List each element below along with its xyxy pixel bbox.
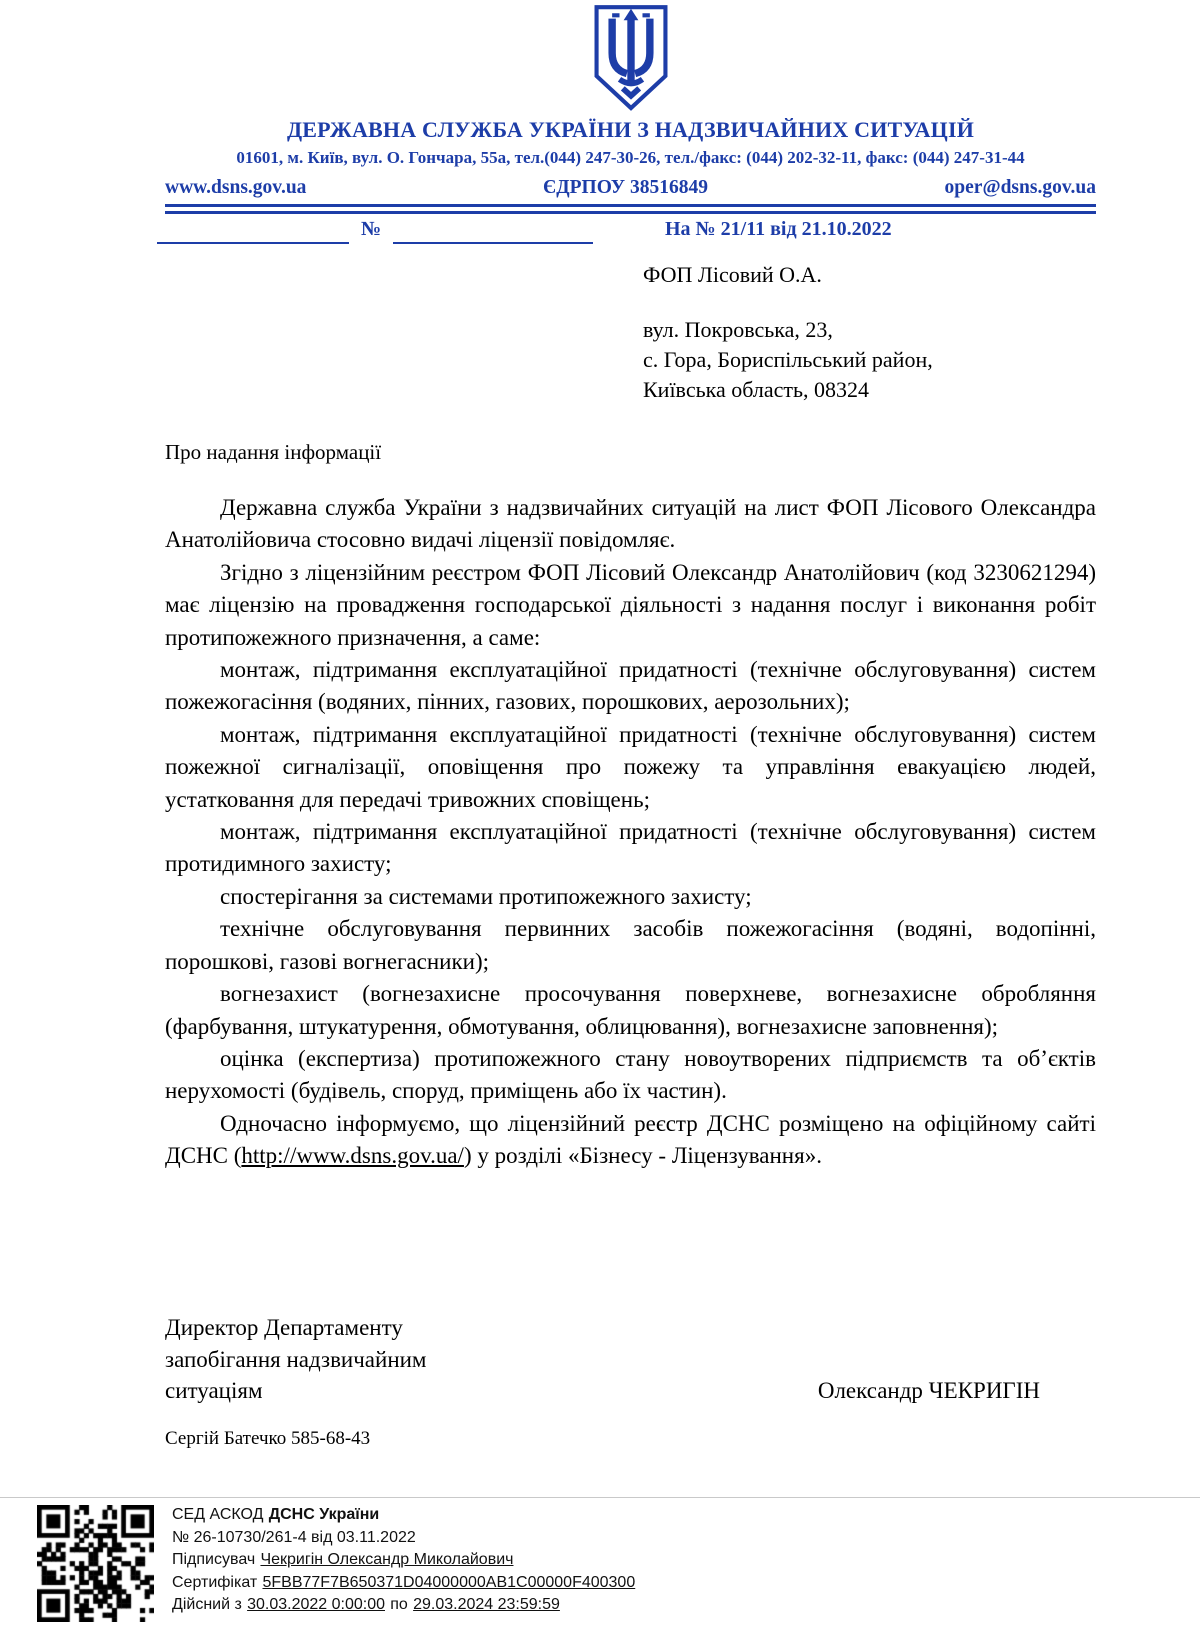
org-name: ДЕРЖАВНА СЛУЖБА УКРАЇНИ З НАДЗВИЧАЙНИХ СИТУАЦІЙ	[286, 117, 975, 142]
stamp-cert-value: 5FBB77F7B650371D04000000AB1C00000F400300	[262, 1573, 636, 1591]
stamp-cert-label: Сертифікат	[172, 1573, 258, 1591]
stamp-cert-line	[172, 1572, 635, 1595]
stamp-system-line	[172, 1504, 635, 1527]
dsns-website-link[interactable]: http://www.dsns.gov.ua/	[241, 1143, 464, 1169]
letter-body	[165, 492, 1096, 1173]
recipient-address-line: с. Гора, Бориспільський район,	[643, 347, 933, 372]
executor-line: Сергій Батечко 585-68-43	[165, 1428, 371, 1449]
signer-position-line: Директор Департаменту	[165, 1315, 403, 1340]
reply-reference: На № 21/11 від 21.10.2022	[665, 218, 892, 240]
stamp-text	[172, 1504, 635, 1617]
outgoing-number-blank	[393, 224, 593, 244]
paragraph-text: Одночасно інформуємо, що ліцензійний реєстр ДСНС розміщено на офіційному сайті ДСНС (	[165, 1110, 1096, 1169]
stamp-system-org: ДСНС України	[268, 1506, 380, 1523]
paragraph: Державна служба України з надзвичайних ситуацій на лист ФОП Лісового Олександра Анатолійовича стосовно видачі ліцензії повідомляє.	[165, 495, 1096, 553]
paragraph: спостерігання за системами протипожежного захисту;	[220, 883, 752, 909]
paragraph: оцінка (експертиза) протипожежного стану новоутворених підприємств та об’єктів нерухомості (будівель, споруд, приміщень або їх частин).	[165, 1045, 1096, 1104]
signature-block	[165, 1312, 1096, 1407]
signer-position-line: запобігання надзвичайним	[165, 1346, 427, 1372]
letterhead	[165, 0, 1096, 214]
paragraph: монтаж, підтримання експлуатаційної придатності (технічне обслуговування) систем пожежогасіння (водяних, пінних, газових, порошкових, аерозольних);	[165, 657, 1096, 715]
org-edrpou: ЄДРПОУ 38516849	[543, 177, 708, 198]
subject-line: Про надання інформації	[165, 440, 382, 464]
signer-name: Олександр ЧЕКРИГІН	[817, 1378, 1040, 1403]
recipient-address-line: вул. Покровська, 23,	[643, 317, 833, 342]
paragraph-text: ) у розділі «Бізнесу - Ліцензування».	[463, 1143, 822, 1169]
contacts-row	[165, 177, 1096, 199]
signer-position-line: ситуаціям	[165, 1378, 263, 1403]
paragraph: монтаж, підтримання експлуатаційної придатності (технічне обслуговування) систем протидимного захисту;	[165, 819, 1096, 877]
paragraph: технічне обслуговування первинних засобів пожежогасіння (водяні, водопінні, порошкові, газові вогнегасники);	[165, 916, 1096, 974]
paragraph: вогнезахист (вогнезахисне просочування поверхневе, вогнезахисне обробляння (фарбування, штукатурення, обмотування, облицювання), вогнезахисне заповнення);	[165, 981, 1096, 1039]
stamp-signer-name: Чекригін Олександр Миколайович	[260, 1551, 514, 1568]
stamp-doc-number: № 26-10730/261-4 від 03.11.2022	[172, 1528, 416, 1546]
org-address: 01601, м. Київ, вул. О. Гончара, 55а, тел.(044) 247-30-26, тел./факс: (044) 202-32-11, факс: (044) 247-31-44	[236, 148, 1025, 167]
stamp-system-prefix: СЕД АСКОД	[172, 1506, 264, 1523]
double-rule	[165, 204, 1096, 214]
recipient-block	[643, 260, 933, 405]
stamp-valid-to: 29.03.2024 23:59:59	[413, 1596, 560, 1613]
qr-code-icon	[37, 1505, 154, 1622]
stamp-valid-prefix: Дійсний з	[172, 1596, 242, 1613]
paragraph: монтаж, підтримання експлуатаційної придатності (технічне обслуговування) систем пожежної сигналізації, оповіщення про пожежу та управління евакуацією людей, устатковання для передачі тривожних сповіщень;	[165, 721, 1096, 812]
reference-row	[165, 218, 1096, 246]
org-email: oper@dsns.gov.ua	[944, 177, 1096, 198]
stamp-valid-mid: по	[390, 1596, 408, 1613]
paragraph-with-link	[165, 1108, 1096, 1173]
esignature-stamp	[0, 1497, 1200, 1638]
number-sign: №	[361, 218, 382, 240]
stamp-validity-line	[172, 1594, 635, 1617]
org-website: www.dsns.gov.ua	[165, 177, 307, 198]
recipient-address-line: Київська область, 08324	[643, 377, 870, 402]
recipient-name: ФОП Лісовий О.А.	[643, 262, 822, 287]
paragraph: Згідно з ліцензійним реєстром ФОП Лісовий Олександр Анатолійович (код 3230621294) має ліцензію на провадження господарської діяльності з надання послуг і виконання робіт протипожежного призначення, а саме:	[165, 559, 1096, 650]
stamp-signer-label: Підписувач	[172, 1551, 256, 1568]
ukraine-trident-emblem	[590, 2, 672, 114]
stamp-valid-from: 30.03.2022 0:00:00	[247, 1596, 385, 1613]
stamp-signer-line	[172, 1549, 635, 1572]
outgoing-date-blank	[157, 224, 349, 244]
